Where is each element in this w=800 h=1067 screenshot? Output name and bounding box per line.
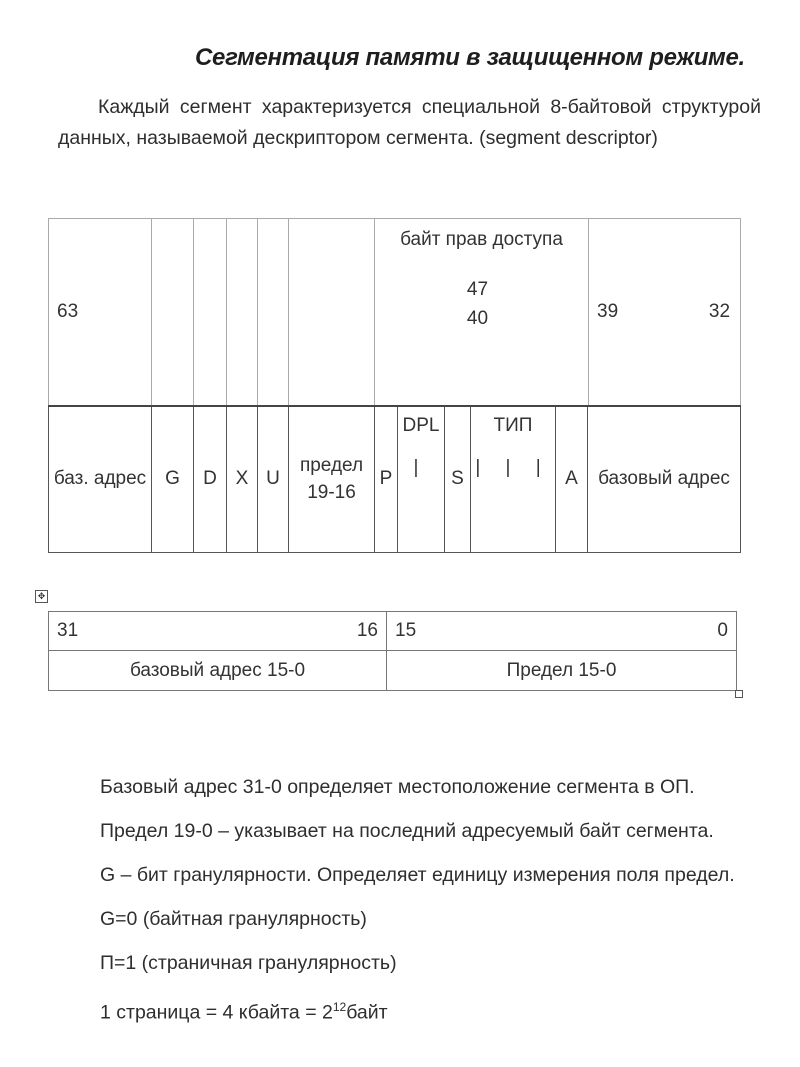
type-bit-marks: | | | <box>475 457 551 478</box>
field-s <box>445 406 471 552</box>
field-p <box>375 406 398 552</box>
field-label: D <box>203 468 217 490</box>
field-u <box>258 406 289 552</box>
empty-cell <box>227 219 258 407</box>
bit-40-label: 40 <box>466 308 489 330</box>
field-g <box>152 406 194 552</box>
note-line: Предел 19-0 – указывает на последний адресуемый байт сегмента. <box>100 820 714 842</box>
page-title: Сегментация памяти в защищенном режиме. <box>195 44 745 71</box>
table-move-handle-icon[interactable]: ✥ <box>35 590 48 603</box>
access-byte-label: байт прав доступа <box>400 229 563 250</box>
field-base-address-high <box>49 406 152 552</box>
note-text: 1 страница = 4 кбайта = 2 <box>100 1001 333 1024</box>
field-label: U <box>266 468 280 490</box>
field-d <box>194 406 227 552</box>
descriptor-high-table <box>48 218 741 553</box>
field-limit-15-0 <box>387 651 737 691</box>
empty-cell <box>194 219 227 407</box>
field-base-address-15-0 <box>49 651 387 691</box>
field-a <box>556 406 588 552</box>
bit-47-label: 47 <box>466 279 489 300</box>
empty-cell <box>258 219 289 407</box>
field-label: ТИП <box>493 415 533 436</box>
note-line-page-size <box>100 987 740 1031</box>
bit-63-label: 63 <box>57 301 79 322</box>
field-limit-19-16 <box>289 406 375 552</box>
intro-text: Каждый сегмент характеризуется специальной 8-байтовой структурой данных, называемой дескриптором сегмента. (segment descriptor) <box>58 96 761 150</box>
table-resize-handle-icon[interactable] <box>735 690 743 698</box>
field-label: базовый адрес <box>598 468 730 490</box>
field-label: Предел 15-0 <box>506 659 617 681</box>
bit-16-label: 16 <box>356 620 378 641</box>
bit-63-cell <box>49 219 152 407</box>
field-x <box>227 406 258 552</box>
note-exponent: 12 <box>332 1000 347 1014</box>
field-label: баз. адрес <box>53 468 147 490</box>
field-label: G <box>165 468 180 490</box>
bits-15-0-cell <box>387 612 737 651</box>
field-dpl <box>398 406 445 552</box>
note-line: П=1 (страничная гранулярность) <box>100 952 397 974</box>
note-line: G – бит гранулярности. Определяет единицу измерения поля предел. <box>100 864 735 886</box>
field-label: S <box>451 468 464 490</box>
bit-32-label: 32 <box>708 301 731 322</box>
field-label: X <box>235 468 249 490</box>
bit-39-label: 39 <box>597 301 619 322</box>
empty-cell <box>152 219 194 407</box>
field-base-address <box>588 406 741 552</box>
field-label: базовый адрес 15-0 <box>129 659 306 681</box>
access-byte-header <box>375 219 741 407</box>
bit-31-label: 31 <box>57 620 79 641</box>
notes-list <box>100 767 740 1031</box>
bit-15-label: 15 <box>395 620 417 641</box>
field-label: A <box>565 468 578 490</box>
access-byte-cell <box>375 219 589 405</box>
field-type <box>471 406 556 552</box>
bit-0-label: 0 <box>717 620 728 641</box>
bits-39-32-cell <box>589 219 740 405</box>
dpl-bit-marks: | <box>413 457 429 478</box>
field-label: P <box>379 468 393 490</box>
intro-paragraph <box>58 92 761 154</box>
field-label: DPL <box>402 415 440 436</box>
field-label: предел 19-16 <box>299 454 364 504</box>
note-line: Базовый адрес 31-0 определяет местоположение сегмента в ОП. <box>100 776 695 798</box>
note-tail: байт <box>346 1001 388 1024</box>
descriptor-low-table <box>48 611 737 691</box>
empty-cell <box>289 219 375 407</box>
bits-31-16-cell <box>49 612 387 651</box>
note-line: G=0 (байтная гранулярность) <box>100 908 367 930</box>
